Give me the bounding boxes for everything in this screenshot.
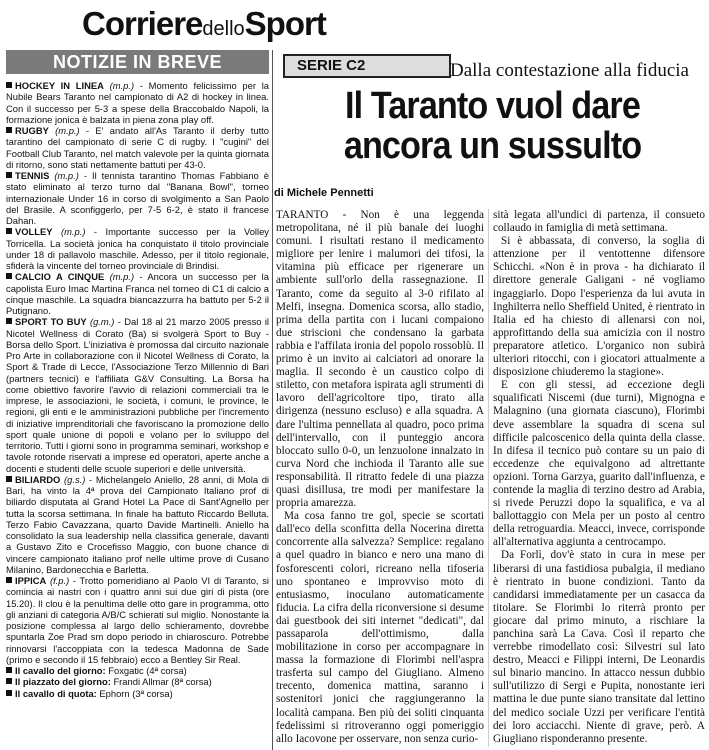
bullet-square-icon — [6, 690, 12, 696]
news-item — [6, 80, 269, 125]
news-item-text: - E' andato all'As Taranto il derby tutto tarantino del campionato di serie C di rugby. I "cugini" del Football Club Taranto, nel match valevole per la quinta giornata di ritorno, sono stati nettamente battuti per 43-0. — [6, 125, 269, 170]
news-item-author: (g.m.) — [89, 316, 115, 328]
article-paragraph: sità legata all'undici di partenza, il consueto collaudo in famiglia di metà settimana. — [493, 209, 705, 235]
horse-tip-label: Il cavallo del giorno: — [15, 665, 106, 676]
news-item-author: (m.p.) — [60, 226, 86, 238]
news-item-text: - Il tennista tarantino Thomas Fabbiano è stato eliminato al terzo turno dal "Banana Bowl", torneo internazionale Under 16 in corso di svolgimento a San Paolo del Brasile. A sconfiggerlo, per 7-5 6-2, è stato il francese Dahan. — [6, 170, 269, 226]
news-item — [6, 575, 269, 665]
bullet-square-icon — [6, 172, 12, 178]
news-brief-header: NOTIZIE IN BREVE — [6, 50, 269, 74]
news-item-title: TENNIS — [15, 170, 50, 181]
horse-tip-value: Frandi Allmar (8ª corsa) — [113, 676, 212, 688]
news-item-title: RUGBY — [15, 125, 49, 136]
news-item-author: (m.p.) — [55, 125, 80, 136]
bullet-square-icon — [6, 318, 12, 324]
logo-part-2: dello — [202, 18, 245, 40]
article-paragraph: Da Forlì, dov'è stato in cura in mese per liberarsi di una fastidiosa pubalgia, il mediano è rientrato in buone condizioni. Tanto da candidarsi immediatamente per un casacca da titolare. Se Florimbi lo riterrà pronto per giocare dal primo minuto, a rischiare la panchina sarà La Cava. Così il reparto che verrebbe rimodellato così: Silvestri sul lato destro, Meacci e Filippi interni, De Leonardis sul binario mancino. In attacco nessun dubbio sull'utilizzo di Sergi e Pupita, nonostante ieri mattina le due punte siano transitate dal lettino del medico sociale Uzzi per verificare l'entità dei loro acciacchi. Niente di grave, però. A Giugliano risponderanno presente. — [493, 549, 705, 745]
news-item — [6, 316, 269, 474]
news-item — [6, 125, 269, 170]
news-item — [6, 170, 269, 226]
news-item-title: VOLLEY — [15, 226, 53, 238]
article-paragraph: E con gli stessi, ad eccezione degli squalificati Niscemi (due turni), Mignogna e Malagnino (una giornata ciascuno), Florimbi deve assemblare la squadra di scena sul difficile palcoscenico della quinta della classe. In difesa il tecnico può contare su un paio di eccedenze che equivalgono ad altrettante opzioni. Torna Garzya, guarito dall'influenza, e contende la maglia di terzino destro ad Arabia, si rivede Peruzzi dopo la squalifica, e va al ballottaggio con Mela per un posto al centro della retroguardia. Meacci, invece, corrisponde all'alternativa aggiunta a centrocampo. — [493, 379, 705, 549]
article-headline — [301, 86, 684, 166]
news-item-text: - Importante successo per la Volley Torricella. La società jonica ha conquistato il titolo provinciale under 18 di pallavolo maschile. Adesso, per il titolo regionale, sfiderà la vincente del torneo provinciale di Brindisi. — [6, 226, 269, 271]
article-paragraph: Ma cosa fanno tre gol, specie se scortati dall'eco della sconfitta della Nocerina diretta concorrente alla salvezza? Semplice: regalano a quel quadro in bianco e nero una mano di fosforescenti colori, ricreano nella tifoseria uno spontaneo e improvviso moto di entusiasmo, inoculano automaticamente fiducia. La cifra della riconversione si desume dai guestbook dei siti internet "dedicati", dal passaparola dell'ottimismo, dalla mobilitazione in corso per accompagnare in massa la formazione di Florimbi nell'aspra trasferta sul campo del Giugliano. Almeno trecento, domenica mattina, saranno i sostenitori jonici che raggiungeranno la località campana. Ben più dei soliti cinquanta fedelissimi si ritroveranno oggi pomeriggio allo Iacovone per osservare, non senza curio- — [276, 510, 484, 745]
article-column-2 — [493, 209, 705, 749]
horse-tip-label: Il cavallo di quota: — [15, 687, 97, 699]
bullet-square-icon — [6, 678, 12, 684]
news-item-text: - Dal 18 al 21 marzo 2005 presso il Nicotel Wellness di Corato (Ba) si svolgerà Sport to Buy - Borsa dello Sport. L'iniziativa è promossa dal circuito nazionale Pro Arte in collaborazione con il Nicotel Wellness di Corato, la Sport & Trade di Lecce, l'Associazione Terzo Millennio di Bari (partners tecnici) e l'affiliata G&V Consulting. La Borsa ha come obiettivo favorire l'avvio di relazioni commerciali tra le imprese, le associazioni, le società, i comuni, le province, le regioni, gli enti e le amministrazioni pubbliche per l'incremento di iniziative imprenditoriali che favoriscano la promozione dello sport quale unione di popoli e volano per lo sviluppo del territorio. Tutti i giorni sono in programma seminari, workshop e tavole rotonde riservati a imprese ed operatori, aperte anche a docenti e studenti delle scuole superiori e delle università. — [6, 316, 269, 474]
article-byline: di Michele Pennetti — [274, 187, 374, 199]
news-brief-column — [6, 80, 269, 748]
news-item-author: (m.p.) — [54, 170, 79, 181]
news-item-title: SPORT TO BUY — [15, 316, 87, 328]
logo-part-1: Corriere — [82, 5, 203, 42]
headline-line-2: ancora un sussulto — [343, 125, 642, 167]
news-item — [6, 226, 269, 271]
news-item-text: - Ancora un successo per la capolista Euro Imac Martina Franca nel torneo di C1 di calcio a cinque maschile. La squadra biancazzurra ha battuto per 5-2 il Putignano. — [6, 271, 269, 316]
bullet-square-icon — [6, 577, 12, 583]
news-item-author: (g.s.) — [64, 473, 86, 485]
horse-tip-value: Ephorn (3ª corsa) — [99, 687, 173, 699]
news-item-author: (m.p.) — [109, 271, 135, 283]
article-paragraph: TARANTO - Non è una leggenda metropolitana, né il più banale dei luoghi comuni. I risultati restano il medicamento migliore per lenire i malumori dei tifosi, la vitamina più efficace per rigenerare un ambiente sull'orlo della rassegnazione. Il Taranto, come da seguito al 3-0 rifilato al Melfi, insegna. Domenica scorsa, allo stadio, prima della partita con i lucani compaiono due striscioni che condensano la garbata rabbia e l'affilata ironia del popolo rossoblù. Il primo è un invito ai calciatori ad onorare la maglia. Il secondo è un caustico colpo di stiletto, con metafora ispirata agli strumenti di lavoro dell'agricoltore tipo, tirato alla dirigenza (nessuno escluso) e alla squadra. A dare l'ultima pennellata al quadro, poco prima dell'intervallo, con il punteggio ancora bloccato sullo 0-0, un lenzuolone innalzato in curva Nord che inchioda il Taranto alle sue responsabilità. Il ritratto fedele di una piazza quasi disillusa, tre modi per manifestare la propria amarezza. — [276, 209, 484, 510]
news-item-author: (f.p.) — [49, 575, 70, 586]
column-rule — [272, 50, 273, 750]
news-item-author: (m.p.) — [109, 80, 135, 91]
horse-tip — [6, 665, 269, 676]
article-column-1 — [276, 209, 484, 749]
bullet-square-icon — [6, 228, 12, 234]
bullet-square-icon — [6, 82, 12, 88]
news-item-title: HOCKEY IN LINEA — [15, 80, 104, 91]
bullet-square-icon — [6, 476, 12, 482]
column-divider — [488, 209, 489, 747]
news-item — [6, 271, 269, 316]
news-item-title: BILIARDO — [15, 473, 61, 485]
horse-tip — [6, 688, 269, 699]
news-item-text: - Momento felicissimo per la Nubile Bears Taranto nel campionato di A2 di hockey in linea. Con il successo per 5-3 a spese della Braccobaldo Napoli, la formazione jonica è balzata in piena zona play off. — [6, 80, 269, 125]
bullet-square-icon — [6, 667, 12, 673]
news-item-title: IPPICA — [15, 575, 47, 586]
horse-tip — [6, 676, 269, 687]
newspaper-logo — [82, 6, 326, 47]
horse-tip-label: Il piazzato del giorno: — [15, 676, 111, 688]
news-item-title: CALCIO A CINQUE — [15, 271, 105, 283]
horse-tip-value: Foxgatic (4ª corsa) — [108, 665, 187, 676]
logo-part-3: Sport — [244, 5, 326, 42]
news-item — [6, 474, 269, 575]
article-kicker: Dalla contestazione alla fiducia — [450, 60, 689, 81]
bullet-square-icon — [6, 127, 12, 133]
bullet-square-icon — [6, 273, 12, 279]
article-paragraph: Si è abbassata, di converso, la soglia di attenzione per il ventottenne difensore Schicchi. «Non è in prova - ha dichiarato il direttore generale Galigani - né vogliamo ingaggiarlo. Dopo l'esperienza da lui avuta in Inghilterra nello Sheffield United, è rientrato in Italia ed ha chiesto di allenarsi con noi, approfittando della sua amicizia con il nostro preparatore atletico. L'organico non subirà ulteriori ritocchi, con i giocatori attualmente a disposizione chiuderemo la stagione». — [493, 235, 705, 379]
section-label: SERIE C2 — [283, 54, 451, 78]
news-item-text: - Michelangelo Aniello, 28 anni, di Mola di Bari, ha vinto la 4ª prova del Campionato Italiano prof di biliardo disputata al Grand Hotel La Pace di Sant'Agnello per tutta la scorsa settimana. In finale ha battuto Riccardo Belluta. Terzo Fabio Cavazzana, quarto Davide Martinelli. Aniello ha consolidato la sua leadership nella classifica generale, davanti a Gustavo Zito e Crocefisso Maggio, con buone chance di vincere campionato italiano prof nelle ultime prove di Cusano Milanino, Bardonecchia e Barletta. — [6, 473, 269, 575]
news-item-text: - Trotto pomeridiano al Paolo VI di Taranto, si comincia ai nastri con i quattro anni sui due giri di pista (ore 15.20). Il clou è la penultima delle otto gare in programma, otto gli anziani di categoria A/B/C schierati sul miglio. Nonostante la posizione complessa al largo dello schieramento, dovrebbe spuntarla Zoe Prad sm dopo periodo in chiaroscuro. Potrebbe rinnovarsi l'accoppiata con la tedesca Madonna de Sade (primo e secondo il 15 febbraio) ecco a Bentley Sir Real. — [6, 575, 269, 665]
headline-line-1: Il Taranto vuol dare — [345, 85, 640, 127]
